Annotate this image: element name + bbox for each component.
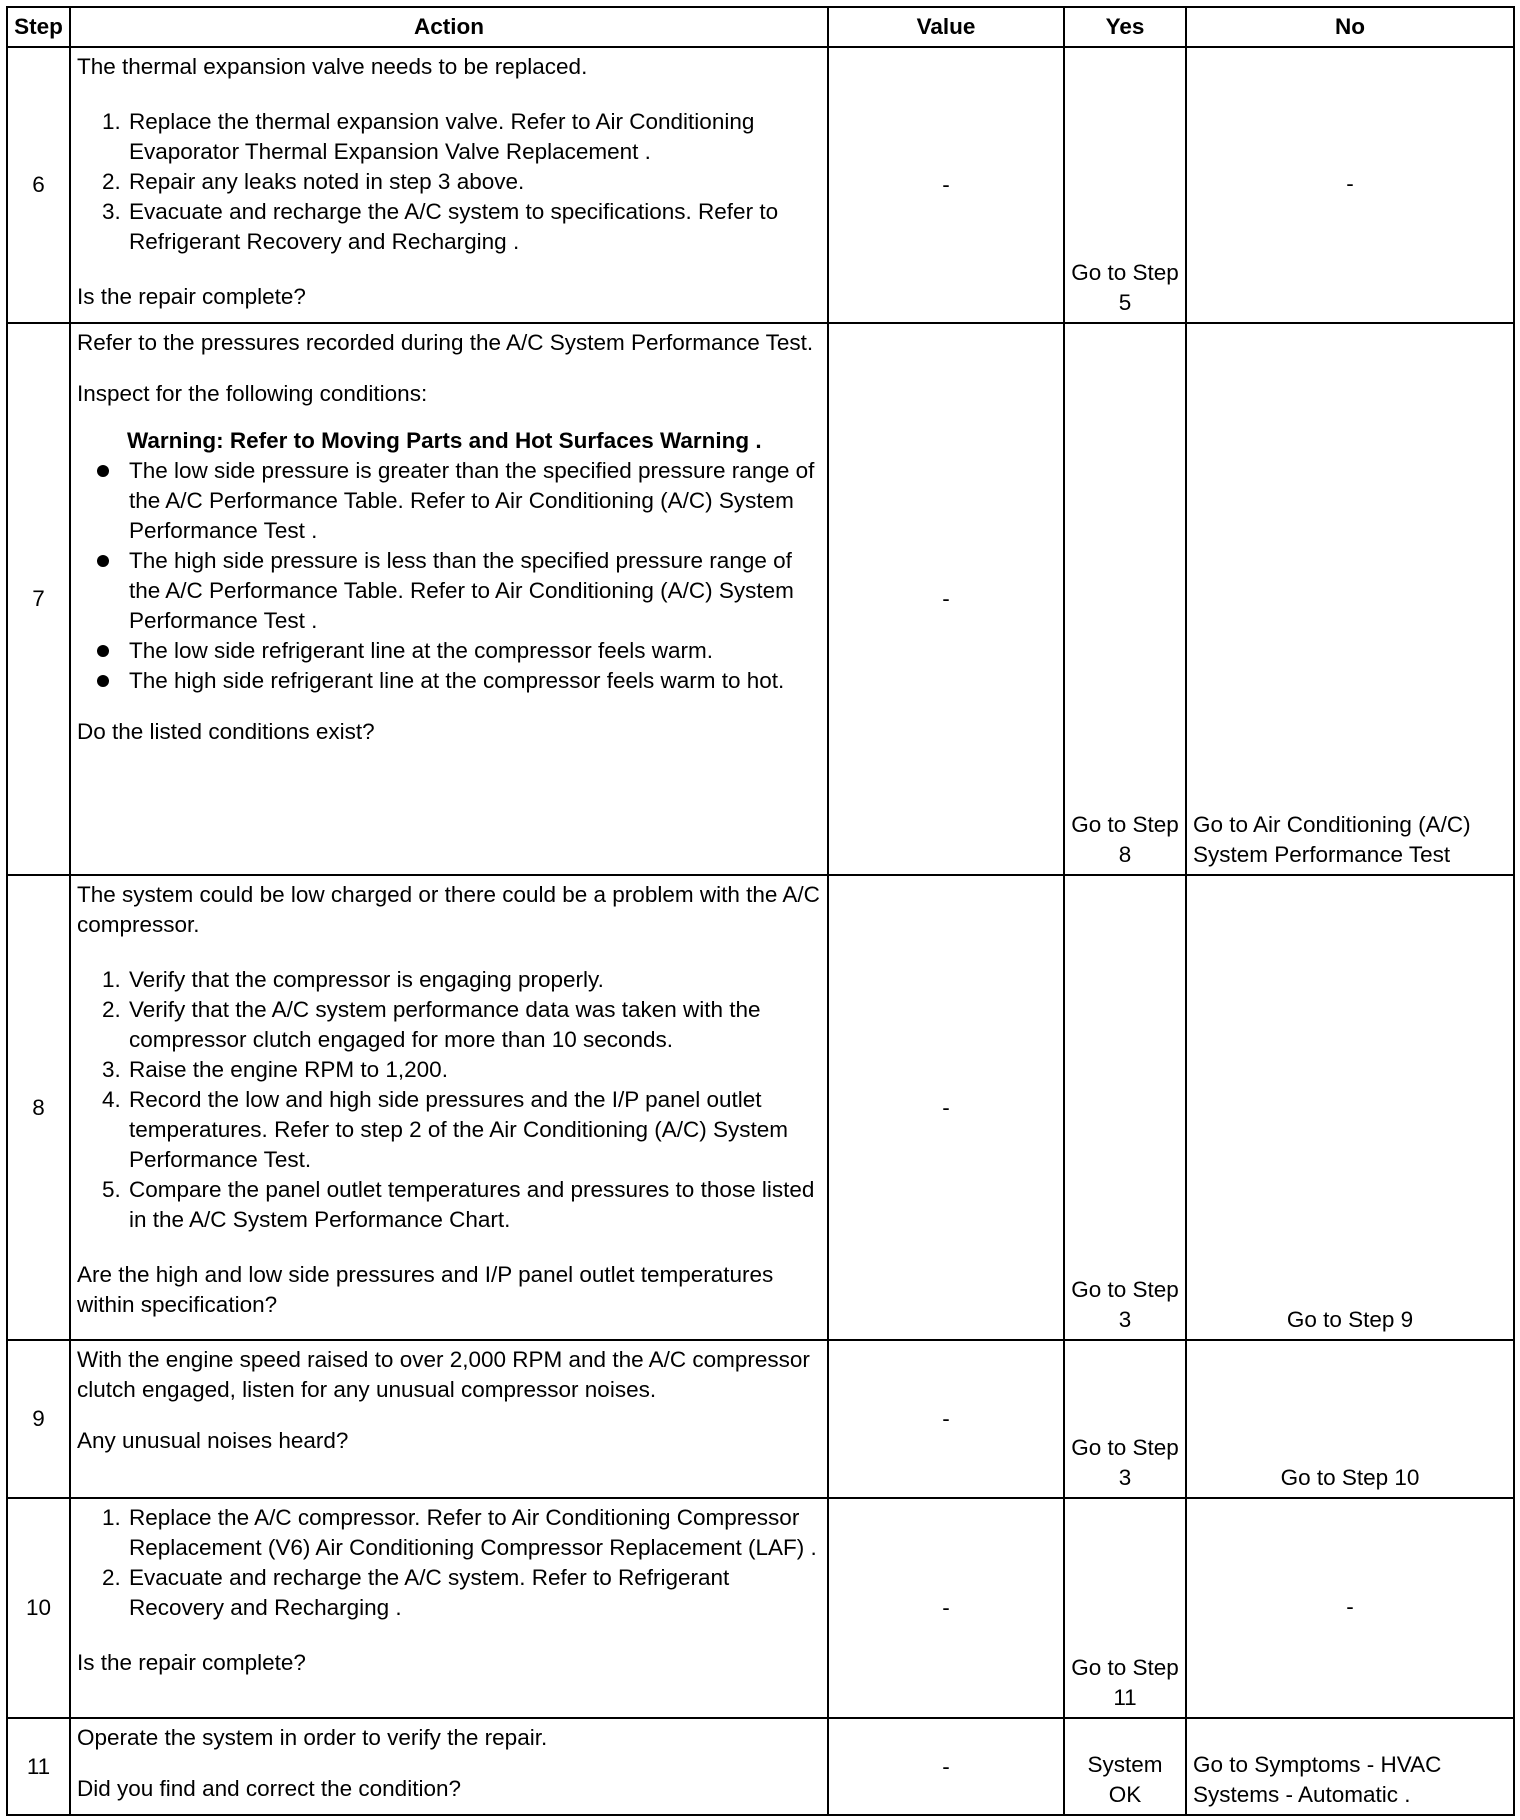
list-item: 5. Compare the panel outlet temperatures and pressures to those listed in the A/C System Performance Chart. [127, 1175, 821, 1235]
table-row [7, 1498, 1514, 1718]
step-number: 6 [7, 47, 70, 323]
yes-link[interactable]: Go to Step 8 [1064, 323, 1186, 875]
no-cell: - [1186, 1498, 1514, 1718]
action-question: Do the listed conditions exist? [77, 719, 375, 744]
action-list [77, 1503, 821, 1623]
action-intro: The thermal expansion valve needs to be replaced. [77, 54, 588, 79]
value-cell: - [828, 875, 1064, 1340]
warning-text: Warning: Refer to Moving Parts and Hot Surfaces Warning . [127, 428, 762, 453]
action-cell [70, 1498, 828, 1718]
value-cell: - [828, 323, 1064, 875]
action-intro: The system could be low charged or there could be a problem with the A/C compressor. [77, 882, 820, 937]
list-item: The high side pressure is less than the specified pressure range of the A/C Performance Table. Refer to Air Conditioning (A/C) System Performance Test . [127, 546, 821, 636]
header-no: No [1186, 7, 1514, 47]
action-cell [70, 875, 828, 1340]
action-question: Did you find and correct the condition? [77, 1776, 461, 1801]
header-row [7, 7, 1514, 47]
action-intro: With the engine speed raised to over 2,000 RPM and the A/C compressor clutch engaged, listen for any unusual compressor noises. [77, 1347, 810, 1402]
table-row [7, 875, 1514, 1340]
no-link[interactable]: Go to Air Conditioning (A/C) System Performance Test [1186, 323, 1514, 875]
action-question: Any unusual noises heard? [77, 1428, 349, 1453]
action-intro: Refer to the pressures recorded during the A/C System Performance Test. [77, 330, 814, 355]
list-item: 2. Evacuate and recharge the A/C system. Refer to Refrigerant Recovery and Recharging . [127, 1563, 821, 1623]
list-item: 2. Verify that the A/C system performance data was taken with the compressor clutch engaged for more than 10 seconds. [127, 995, 821, 1055]
step-number: 9 [7, 1340, 70, 1498]
list-item: The low side pressure is greater than the specified pressure range of the A/C Performance Table. Refer to Air Conditioning (A/C) System Performance Test . [127, 456, 821, 546]
step-number: 10 [7, 1498, 70, 1718]
table-row [7, 323, 1514, 875]
action-question: Are the high and low side pressures and I/P panel outlet temperatures within specification? [77, 1262, 774, 1317]
action-inspect: Inspect for the following conditions: [77, 381, 428, 406]
list-item: 4. Record the low and high side pressures and the I/P panel outlet temperatures. Refer to step 2 of the Air Conditioning (A/C) System Performance Test. [127, 1085, 821, 1175]
no-link[interactable]: Go to Step 9 [1186, 875, 1514, 1340]
list-item: 1. Replace the thermal expansion valve. Refer to Air Conditioning Evaporator Thermal Expansion Valve Replacement . [127, 107, 821, 167]
step-number: 7 [7, 323, 70, 875]
list-item: 2. Repair any leaks noted in step 3 above. [127, 167, 821, 197]
yes-link[interactable]: Go to Step 11 [1064, 1498, 1186, 1718]
action-question: Is the repair complete? [77, 1650, 306, 1675]
table-row [7, 47, 1514, 323]
table-row [7, 1718, 1514, 1815]
header-value: Value [828, 7, 1064, 47]
value-cell: - [828, 1498, 1064, 1718]
action-cell [70, 1340, 828, 1498]
step-number: 8 [7, 875, 70, 1340]
list-item: The low side refrigerant line at the compressor feels warm. [127, 636, 821, 666]
header-action: Action [70, 7, 828, 47]
no-link[interactable]: Go to Symptoms - HVAC Systems - Automatic . [1186, 1718, 1514, 1815]
action-intro: Operate the system in order to verify the repair. [77, 1725, 548, 1750]
conditions-list [77, 456, 821, 696]
yes-link[interactable]: Go to Step 3 [1064, 875, 1186, 1340]
value-cell: - [828, 1718, 1064, 1815]
no-link[interactable]: Go to Step 10 [1186, 1340, 1514, 1498]
no-cell: - [1186, 47, 1514, 323]
action-cell [70, 47, 828, 323]
yes-link[interactable]: Go to Step 3 [1064, 1340, 1186, 1498]
list-item: 1. Verify that the compressor is engaging properly. [127, 965, 821, 995]
yes-link[interactable]: Go to Step 5 [1064, 47, 1186, 323]
action-question: Is the repair complete? [77, 284, 306, 309]
diagnostic-table [6, 6, 1515, 1816]
action-list [77, 107, 821, 257]
table-row [7, 1340, 1514, 1498]
list-item: 1. Replace the A/C compressor. Refer to Air Conditioning Compressor Replacement (V6) Air Conditioning Compressor Replacement (LAF) . [127, 1503, 821, 1563]
list-item: The high side refrigerant line at the compressor feels warm to hot. [127, 666, 821, 696]
value-cell: - [828, 47, 1064, 323]
action-cell [70, 1718, 828, 1815]
yes-link[interactable]: System OK [1064, 1718, 1186, 1815]
step-number: 11 [7, 1718, 70, 1815]
diagnostic-table-container [6, 6, 1513, 1816]
header-yes: Yes [1064, 7, 1186, 47]
list-item: 3. Raise the engine RPM to 1,200. [127, 1055, 821, 1085]
value-cell: - [828, 1340, 1064, 1498]
action-cell [70, 323, 828, 875]
list-item: 3. Evacuate and recharge the A/C system to specifications. Refer to Refrigerant Recovery and Recharging . [127, 197, 821, 257]
header-step: Step [7, 7, 70, 47]
action-list [77, 965, 821, 1235]
